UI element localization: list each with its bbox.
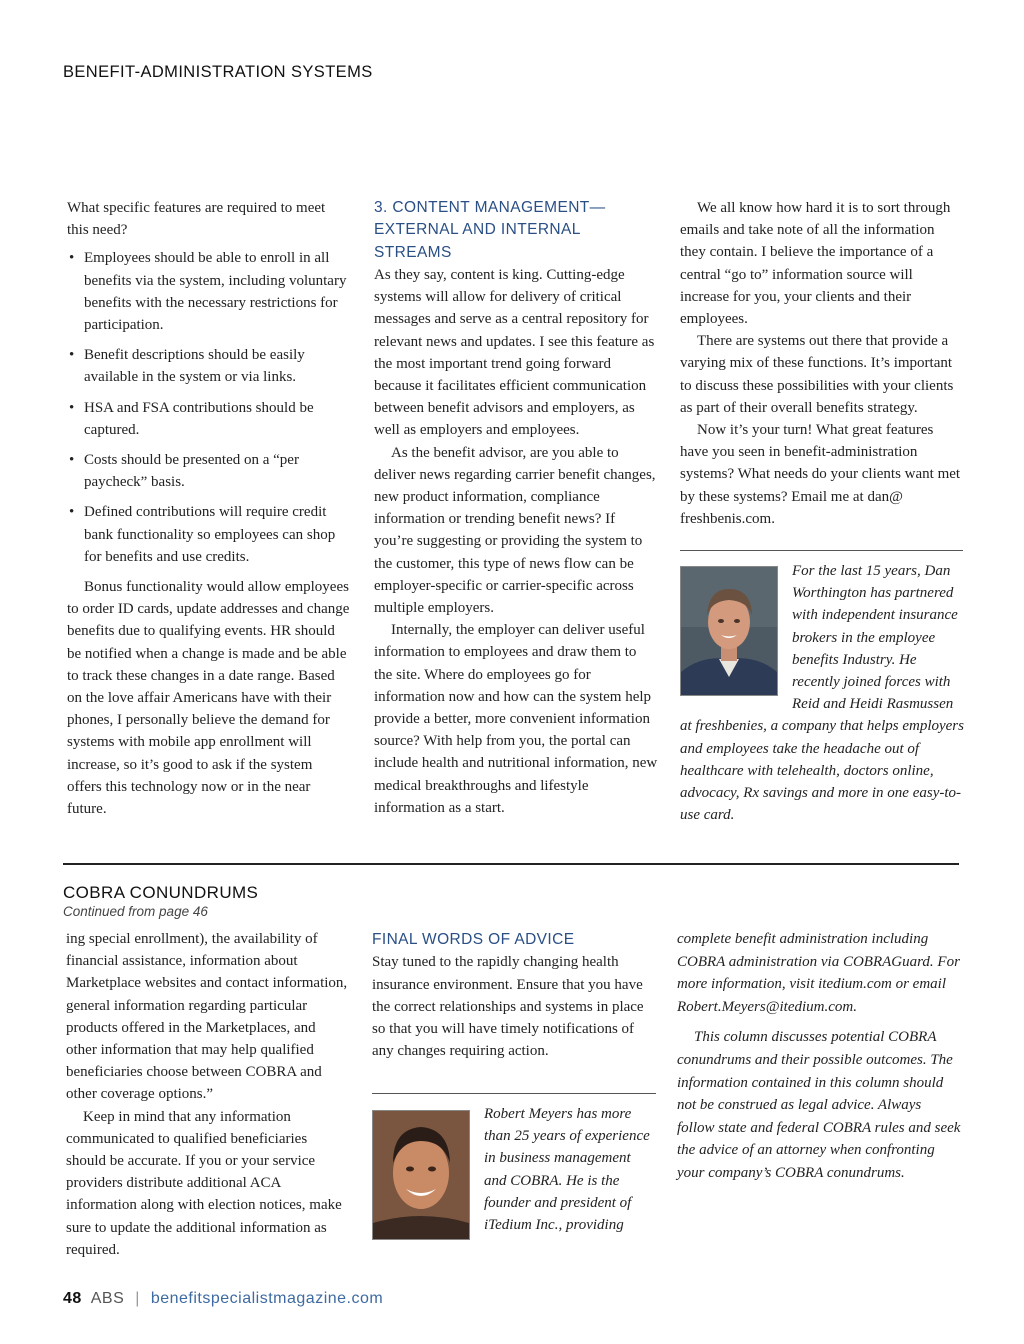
bio-divider [372,1093,656,1094]
bottom-column-1 [66,928,350,1261]
body-paragraph: Stay tuned to the rapidly changing health insurance environment. Ensure that you have the correct relationships and systems in place so that you will have timely notifications of any changes requiring action. [372,954,644,1060]
top-column-3 [680,197,962,530]
section-heading: FINAL WORDS OF ADVICE [372,931,575,948]
section-divider [63,863,959,865]
magazine-abbrev: ABS [90,1290,125,1307]
author-bio: Robert Meyers has more than 25 years of experience in business management and COBRA. He is the founder and president of iTedium Inc., providing [484,1106,650,1234]
author-photo [372,1110,470,1240]
disclaimer: This column discusses potential COBRA conundrums and their possible outcomes. The information contained in this column should not be construed as legal advice. Always follow state and federal COBRA rules and seek the advice of an attorney when confronting your company’s COBRA conundrums. [677,1029,961,1181]
list-item: • Defined contributions will require credit bank functionality so employees can shop for benefits and use credits. [67,501,350,568]
body-paragraph: Keep in mind that any information communicated to qualified beneficiaries should be accurate. If you or your service providers distribute additional ACA information along with election notices, make sure to update the additional information as required. [66,1108,342,1258]
body-paragraph: There are systems out there that provide a varying mix of these functions. It’s important to discuss these possibilities with your clients as part of their overall benefits strategy. [680,333,954,416]
page-number: 48 [63,1290,82,1307]
author-bio-continued: complete benefit administration including COBRA administration via COBRAGuard. For more information, visit itedium.com or email Robert.Meyers@itedium.com. [677,931,960,1015]
website-link[interactable]: benefitspecialistmagazine.com [150,1290,384,1307]
footer-separator: | [135,1290,140,1307]
body-paragraph: As they say, content is king. Cutting-edge systems will allow for delivery of critical messages and serve as a central repository for relevant news and updates. I see this feature as the most important trend going forward because it facilitates efficient communication between benefit advisors and employers, as well as employers and employees. [374,266,655,439]
list-item: • Benefit descriptions should be easily available in the system or via links. [67,344,350,388]
body-paragraph: Bonus functionality would allow employees to order ID cards, update addresses and change benefits due to qualifying events. HR should be notified when a change is made and be able to track these changes in a date range. Based on the love affair Americans have with their phones, I personally believe the demand for systems with mobile app enrollment will increase, so it’s good to ask if the system offers this technology now or in the near future. [67,579,350,818]
intro-question: What specific features are required to meet this need? [67,200,326,239]
section-heading: 3. CONTENT MANAGEMENT— EXTERNAL AND INTERNAL STREAMS [374,199,606,261]
article-title: COBRA CONUNDRUMS [63,883,259,902]
top-column-1 [67,197,350,820]
body-paragraph: As the benefit advisor, are you able to deliver news regarding carrier benefit changes, new product information, compliance information or trending benefit news? If you’re suggesting or providing the system to the customer, this type of news flow can be employer-specific or carrier-specific across multiple employers. [374,444,656,616]
feature-list [67,247,350,568]
author-bio [680,560,964,826]
author-portrait-icon [373,1111,469,1239]
bottom-column-2 [372,929,656,1062]
bottom-column-3 [677,928,961,1185]
list-item: • Employees should be able to enroll in all benefits via the system, including voluntary benefits with the necessary restrictions for participation. [67,247,350,336]
continued-note: Continued from page 46 [63,904,208,919]
body-paragraph: We all know how hard it is to sort through emails and take note of all the information they contain. I believe the importance of a central “go to” information source will increase for you, your clients and their employees. [680,200,951,328]
body-paragraph: Now it’s your turn! What great features have you seen in benefit-administration systems? What needs do your clients want met by these systems? Email me at dan@ freshbenis.com. [680,422,961,527]
running-head: BENEFIT-ADMINISTRATION SYSTEMS [63,63,373,81]
list-item: • Costs should be presented on a “per paycheck” basis. [67,449,350,493]
list-item: • HSA and FSA contributions should be captured. [67,397,350,441]
photo-float-spacer [680,560,792,698]
body-paragraph: Internally, the employer can deliver useful information to employees and draw them to the site. Where do employees go for information now and how can the system help provide a better, more convenient information source? With help from you, the portal can include health and nutritional information, new medical breakthroughs and lifestyle information as a start. [374,622,658,816]
author-bio-text: For the last 15 years, Dan Worthington has partnered with independent insurance brokers in the employee benefits Industry. He recently joined forces with Reid and Heidi Rasmussen at freshbenies, a company that helps employers and employees take the headache out of healthcare with telehealth, doctors online, advocacy, Rx savings and more in one easy-to-use card. [680,563,964,824]
bio-divider [680,550,963,551]
top-column-2 [374,197,658,819]
page-footer [63,1290,383,1308]
body-paragraph: ing special enrollment), the availability of financial assistance, information about Marketplace websites and contact information, general information regarding particular products offered in the Marketplaces, and other information that may help qualified beneficiaries choose between COBRA and other coverage options.” [66,931,348,1103]
